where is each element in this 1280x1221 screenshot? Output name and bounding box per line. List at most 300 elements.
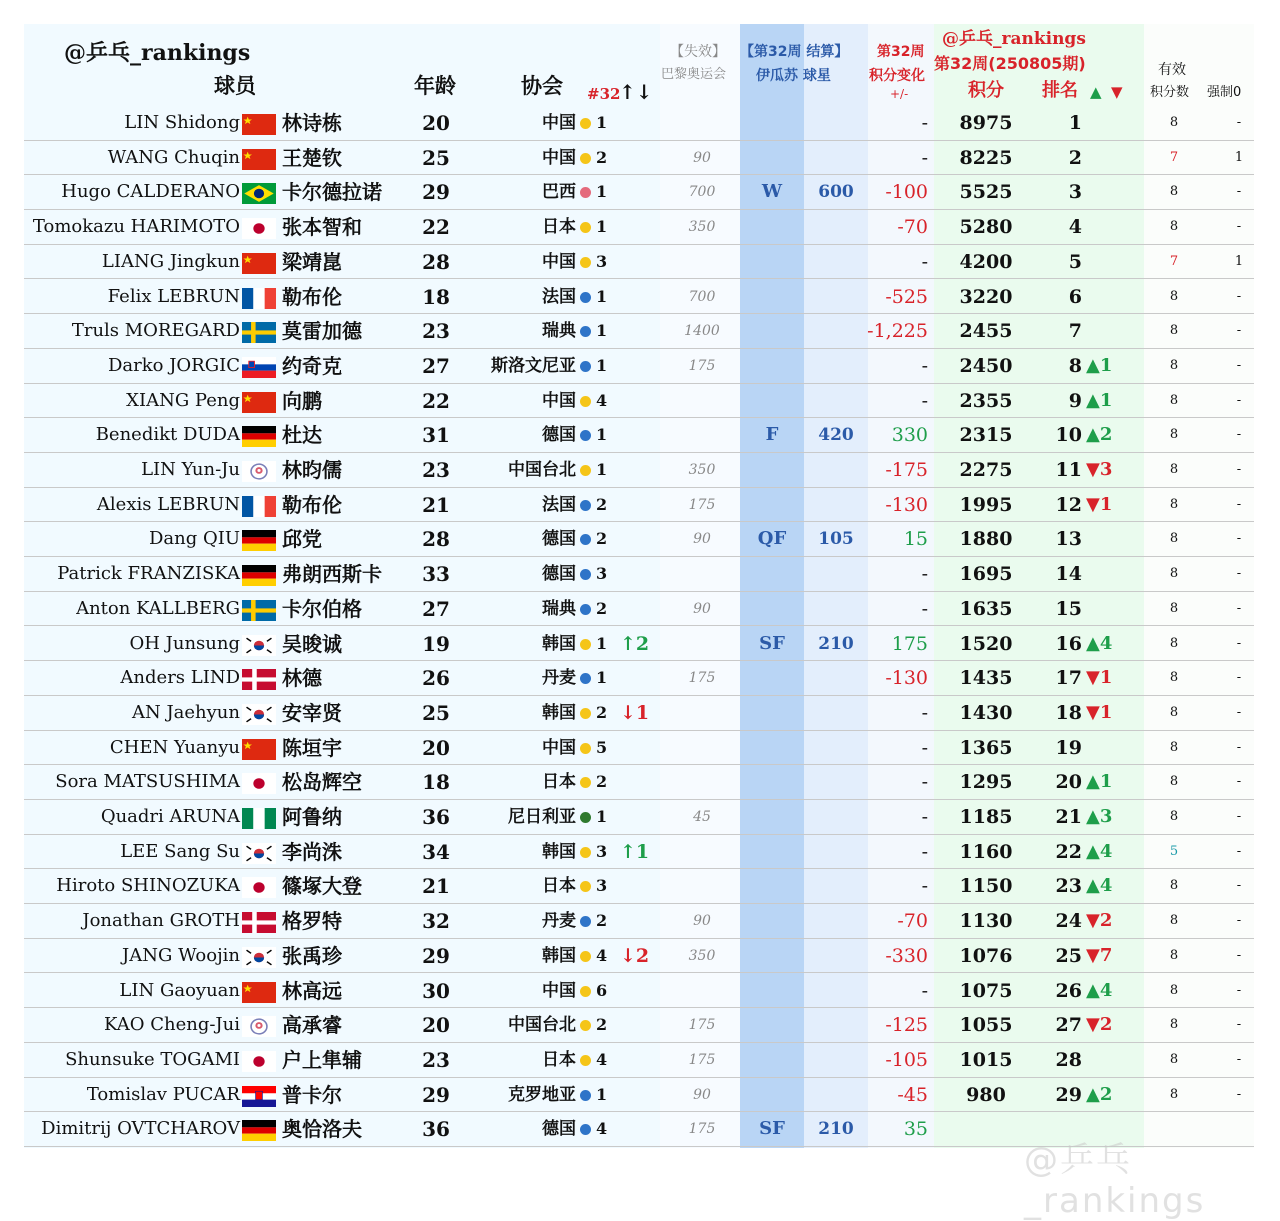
week-points bbox=[804, 835, 868, 869]
player-association: 德国 bbox=[542, 425, 576, 446]
player-chinese-name: 林高远 bbox=[282, 978, 342, 1003]
association-dot-icon bbox=[580, 1090, 591, 1101]
table-row bbox=[24, 1043, 1254, 1078]
association-rank: 1 bbox=[596, 460, 608, 479]
table-row bbox=[24, 1008, 1254, 1043]
association-dot-icon bbox=[580, 222, 591, 233]
player-chinese-name: 约奇克 bbox=[282, 353, 342, 378]
points-change: 15 bbox=[903, 528, 928, 551]
player-english-name: Quadri ARUNA bbox=[100, 806, 240, 827]
world-rank: 13 bbox=[1055, 528, 1082, 551]
total-points: 2355 bbox=[959, 389, 1013, 412]
points-change: - bbox=[921, 840, 928, 863]
association-rank: 4 bbox=[596, 390, 608, 410]
world-rank: 7 bbox=[1068, 320, 1082, 343]
world-rank: 1 bbox=[1068, 112, 1082, 134]
player-english-name: KAO Cheng-Jui bbox=[104, 1014, 240, 1036]
association-dot-icon bbox=[580, 534, 591, 545]
association-dot-icon bbox=[580, 257, 591, 268]
denmark-flag-icon bbox=[242, 668, 276, 689]
paris-olympics-points: 350 bbox=[688, 462, 716, 478]
points-change: -45 bbox=[897, 1083, 928, 1106]
world-rank: 27 bbox=[1055, 1014, 1082, 1037]
player-age: 20 bbox=[422, 111, 450, 135]
player-association: 中国 bbox=[542, 737, 576, 758]
forced-zero: - bbox=[1236, 774, 1242, 790]
week-result bbox=[740, 280, 804, 314]
sweden-flag-icon bbox=[242, 599, 276, 620]
rank-move: ▼7 bbox=[1086, 944, 1113, 966]
world-rank: 8 bbox=[1068, 354, 1082, 377]
week-result: SF bbox=[759, 1118, 785, 1140]
player-age: 19 bbox=[422, 631, 450, 656]
player-association: 中国台北 bbox=[508, 460, 576, 480]
valid-points-count: 8 bbox=[1169, 1017, 1179, 1033]
association-rank: 1 bbox=[596, 633, 608, 653]
paris-olympics-points bbox=[660, 627, 744, 661]
week-result bbox=[740, 939, 804, 973]
player-association: 日本 bbox=[542, 1049, 576, 1070]
total-points: 980 bbox=[966, 1083, 1006, 1106]
china-flag-icon bbox=[242, 113, 276, 134]
world-rank: 12 bbox=[1055, 493, 1082, 516]
total-points: 1695 bbox=[959, 563, 1013, 586]
forced-zero: - bbox=[1236, 288, 1242, 304]
header-week-1: 【第32周 结算】 bbox=[740, 44, 849, 60]
points-change: - bbox=[921, 771, 928, 794]
week-points bbox=[804, 141, 868, 175]
week-points bbox=[804, 731, 868, 765]
player-english-name: LIN Gaoyuan bbox=[119, 979, 240, 1001]
week-result bbox=[740, 141, 804, 175]
week-points bbox=[804, 488, 868, 522]
china-flag-icon bbox=[242, 148, 276, 169]
week-points bbox=[804, 280, 868, 314]
brazil-flag-icon bbox=[242, 182, 276, 203]
valid-points-count: 8 bbox=[1169, 427, 1179, 443]
header-forced-zero: 强制0 bbox=[1207, 85, 1242, 100]
paris-olympics-points: 700 bbox=[688, 184, 716, 201]
total-points: 1635 bbox=[959, 597, 1013, 620]
rank-move: ▲1 bbox=[1086, 354, 1113, 376]
forced-zero: - bbox=[1236, 739, 1242, 755]
points-change: 330 bbox=[891, 424, 928, 447]
player-chinese-name: 林德 bbox=[282, 666, 322, 691]
player-chinese-name: 吴晙诚 bbox=[282, 631, 342, 656]
rank-move: ▲2 bbox=[1086, 1083, 1113, 1105]
china-flag-icon bbox=[242, 252, 276, 273]
association-dot-icon bbox=[580, 1020, 591, 1031]
association-dot-icon bbox=[580, 187, 591, 198]
points-change: -105 bbox=[885, 1048, 928, 1071]
japan-flag-icon bbox=[242, 217, 276, 238]
week-points bbox=[804, 210, 868, 244]
germany-flag-icon bbox=[242, 529, 276, 550]
player-chinese-name: 格罗特 bbox=[282, 909, 342, 934]
week-result bbox=[740, 1078, 804, 1112]
player-chinese-name: 户上隼辅 bbox=[282, 1047, 362, 1072]
week-points bbox=[804, 557, 868, 591]
week-result bbox=[740, 800, 804, 834]
association-rank: 2 bbox=[596, 772, 608, 792]
paris-olympics-points: 175 bbox=[688, 496, 716, 513]
association-dot-icon bbox=[580, 292, 591, 303]
rank-move: ▲4 bbox=[1086, 840, 1113, 862]
total-points: 1150 bbox=[959, 875, 1013, 898]
association-rank: 5 bbox=[596, 737, 608, 757]
association-dot-icon bbox=[580, 1055, 591, 1066]
valid-points-count: 8 bbox=[1169, 531, 1179, 547]
rank-move: ▼2 bbox=[1086, 1014, 1113, 1036]
association-rank: 4 bbox=[596, 945, 608, 965]
world-rank: 5 bbox=[1068, 250, 1082, 273]
week-result bbox=[740, 974, 804, 1008]
player-english-name: XIANG Peng bbox=[126, 389, 240, 411]
player-age: 23 bbox=[422, 1047, 450, 1072]
forced-zero: - bbox=[1236, 809, 1242, 824]
total-points: 3220 bbox=[959, 285, 1013, 308]
watermark-text: @乒乓_rankings bbox=[1024, 1140, 1206, 1221]
total-points: 1295 bbox=[959, 771, 1013, 794]
player-age: 29 bbox=[422, 943, 450, 968]
header-change-2: 积分变化 bbox=[869, 68, 925, 84]
valid-points-count: 8 bbox=[1169, 288, 1179, 304]
korea-flag-icon bbox=[242, 703, 276, 724]
paris-olympics-points: 45 bbox=[693, 809, 711, 825]
association-rank: 3 bbox=[596, 251, 608, 271]
player-association: 韩国 bbox=[542, 633, 576, 654]
header-paris-1: 【失效】 bbox=[670, 44, 726, 60]
week-result bbox=[740, 835, 804, 869]
valid-points-count: 8 bbox=[1169, 1086, 1179, 1102]
forced-zero: - bbox=[1236, 670, 1242, 686]
table-row bbox=[24, 280, 1254, 315]
paris-olympics-points: 175 bbox=[688, 1121, 716, 1138]
association-rank-move: ↓2 bbox=[620, 944, 650, 967]
week-result bbox=[740, 106, 804, 140]
world-rank: 16 bbox=[1055, 632, 1082, 655]
player-age: 21 bbox=[422, 492, 450, 517]
points-change: - bbox=[921, 701, 928, 724]
table-row bbox=[24, 245, 1254, 280]
table-row bbox=[24, 835, 1254, 870]
points-change: -130 bbox=[885, 493, 928, 516]
world-rank: 29 bbox=[1055, 1083, 1082, 1106]
player-english-name: Alexis LEBRUN bbox=[96, 493, 240, 515]
paris-olympics-points bbox=[660, 869, 744, 903]
player-english-name: Shunsuke TOGAMI bbox=[65, 1048, 240, 1070]
rankings-sheet bbox=[24, 24, 1254, 1221]
paris-olympics-points: 90 bbox=[693, 600, 711, 617]
player-age: 22 bbox=[422, 215, 450, 240]
association-dot-icon bbox=[580, 673, 591, 684]
player-chinese-name: 张本智和 bbox=[282, 215, 362, 240]
paris-olympics-points: 90 bbox=[693, 149, 711, 166]
total-points: 1365 bbox=[959, 736, 1013, 759]
player-association: 克罗地亚 bbox=[508, 1084, 576, 1105]
table-row bbox=[24, 1078, 1254, 1113]
player-age: 18 bbox=[422, 770, 450, 795]
table-row bbox=[24, 904, 1254, 939]
header-down-symbol: ▼ bbox=[1111, 83, 1123, 101]
total-points: 1520 bbox=[959, 632, 1013, 655]
total-points: 1055 bbox=[959, 1014, 1013, 1037]
association-dot-icon bbox=[580, 569, 591, 580]
player-age: 27 bbox=[422, 596, 450, 621]
player-association: 德国 bbox=[542, 564, 576, 585]
rank-move: ▲1 bbox=[1086, 389, 1113, 411]
association-dot-icon bbox=[580, 951, 591, 962]
association-rank: 3 bbox=[596, 564, 608, 584]
player-age: 33 bbox=[422, 562, 450, 587]
points-change: - bbox=[921, 112, 928, 134]
player-age: 25 bbox=[422, 700, 450, 725]
week-points bbox=[804, 974, 868, 1008]
forced-zero: - bbox=[1236, 635, 1242, 651]
association-dot-icon bbox=[580, 847, 591, 858]
player-chinese-name: 勒布伦 bbox=[282, 284, 342, 309]
player-chinese-name: 阿鲁纳 bbox=[282, 805, 342, 829]
header-up-symbol: ▲ bbox=[1090, 83, 1102, 101]
world-rank: 9 bbox=[1068, 389, 1082, 412]
points-change: - bbox=[921, 806, 928, 828]
player-english-name: Hugo CALDERANO bbox=[61, 181, 240, 203]
header-assoc-rank: #32 bbox=[587, 85, 621, 103]
week-result bbox=[740, 210, 804, 244]
germany-flag-icon bbox=[242, 425, 276, 446]
points-change: - bbox=[921, 354, 928, 377]
valid-points-count: 8 bbox=[1169, 184, 1179, 200]
paris-olympics-points: 175 bbox=[688, 670, 716, 687]
points-change: - bbox=[921, 736, 928, 759]
week-points bbox=[804, 800, 868, 834]
header-week-2: 伊瓜苏 球星 bbox=[756, 68, 831, 84]
paris-olympics-points bbox=[660, 835, 744, 869]
association-rank: 1 bbox=[596, 321, 608, 341]
player-english-name: Anders LIND bbox=[120, 667, 240, 689]
association-dot-icon bbox=[580, 639, 591, 650]
player-age: 18 bbox=[422, 284, 450, 309]
table-row bbox=[24, 453, 1254, 488]
player-chinese-name: 高承睿 bbox=[282, 1013, 342, 1038]
association-rank: 2 bbox=[596, 147, 608, 167]
forced-zero: - bbox=[1236, 878, 1242, 894]
week-result bbox=[740, 384, 804, 418]
valid-points-count: 8 bbox=[1169, 739, 1179, 755]
points-change: -525 bbox=[885, 285, 928, 308]
player-age: 29 bbox=[422, 1082, 450, 1107]
total-points bbox=[936, 1112, 1036, 1146]
forced-zero: - bbox=[1236, 323, 1242, 339]
player-age: 23 bbox=[422, 458, 450, 482]
korea-flag-icon bbox=[242, 946, 276, 967]
tpe-flag-icon bbox=[242, 460, 276, 481]
week-points bbox=[804, 245, 868, 279]
croatia-flag-icon bbox=[242, 1085, 276, 1106]
week-result: SF bbox=[759, 632, 785, 654]
week-points: 210 bbox=[818, 1119, 854, 1140]
week-points bbox=[804, 349, 868, 383]
week-points bbox=[804, 1008, 868, 1042]
paris-olympics-points: 90 bbox=[693, 531, 711, 548]
header-ranking-week: 第32周(250805期) bbox=[934, 54, 1086, 73]
paris-olympics-points: 700 bbox=[688, 288, 716, 305]
paris-olympics-points: 350 bbox=[688, 219, 716, 236]
association-dot-icon bbox=[580, 326, 591, 337]
valid-points-count: 8 bbox=[1169, 219, 1179, 235]
table-row bbox=[24, 592, 1254, 627]
world-rank: 26 bbox=[1055, 979, 1082, 1002]
world-rank: 22 bbox=[1055, 840, 1082, 863]
week-points bbox=[804, 106, 868, 140]
valid-points-count: 8 bbox=[1169, 1051, 1179, 1067]
week-result bbox=[740, 869, 804, 903]
total-points: 1075 bbox=[959, 979, 1013, 1002]
week-result bbox=[740, 557, 804, 591]
france-flag-icon bbox=[242, 495, 276, 516]
forced-zero: - bbox=[1236, 357, 1242, 373]
association-dot-icon bbox=[580, 361, 591, 372]
player-association: 尼日利亚 bbox=[508, 807, 576, 827]
total-points: 1185 bbox=[959, 806, 1013, 828]
world-rank: 14 bbox=[1055, 563, 1082, 586]
association-dot-icon bbox=[580, 500, 591, 511]
world-rank: 10 bbox=[1055, 424, 1082, 447]
player-english-name: JANG Woojin bbox=[122, 944, 240, 966]
valid-points-count: 8 bbox=[1169, 670, 1179, 686]
association-rank: 1 bbox=[596, 355, 608, 375]
week-result bbox=[740, 314, 804, 348]
paris-olympics-points: 175 bbox=[688, 1017, 716, 1034]
rank-move: ▼1 bbox=[1086, 667, 1113, 689]
week-points bbox=[804, 453, 868, 487]
valid-points-count: 8 bbox=[1169, 600, 1179, 616]
valid-points-count: 8 bbox=[1169, 357, 1179, 373]
player-association: 中国 bbox=[542, 390, 576, 411]
total-points: 1430 bbox=[959, 701, 1013, 724]
week-result bbox=[740, 488, 804, 522]
player-english-name: Patrick FRANZISKA bbox=[57, 563, 240, 585]
valid-points-count: 8 bbox=[1169, 913, 1179, 929]
association-dot-icon bbox=[580, 396, 591, 407]
valid-points-count: 8 bbox=[1169, 115, 1179, 130]
paris-olympics-points: 175 bbox=[688, 1051, 716, 1068]
association-rank: 1 bbox=[596, 113, 608, 132]
china-flag-icon bbox=[242, 391, 276, 412]
player-english-name: LIN Yun-Ju bbox=[141, 459, 240, 480]
paris-olympics-points bbox=[660, 974, 744, 1008]
player-chinese-name: 邱党 bbox=[282, 527, 322, 552]
player-english-name: Tomislav PUCAR bbox=[86, 1083, 240, 1105]
player-chinese-name: 莫雷加德 bbox=[282, 319, 362, 344]
player-age: 20 bbox=[422, 1013, 450, 1038]
forced-zero: - bbox=[1236, 184, 1242, 200]
association-dot-icon bbox=[580, 812, 591, 823]
total-points: 2455 bbox=[959, 320, 1013, 343]
player-age: 22 bbox=[422, 388, 450, 413]
association-rank-move: ↑1 bbox=[620, 840, 650, 863]
points-change: -125 bbox=[885, 1014, 928, 1037]
week-result bbox=[740, 453, 804, 487]
week-points bbox=[804, 1078, 868, 1112]
week-points bbox=[804, 939, 868, 973]
points-change: -130 bbox=[885, 667, 928, 690]
week-result bbox=[740, 661, 804, 695]
header-valid-2: 积分数 bbox=[1150, 85, 1190, 100]
association-rank: 1 bbox=[596, 1084, 608, 1104]
player-english-name: LEE Sang Su bbox=[120, 840, 240, 862]
association-dot-icon bbox=[580, 743, 591, 754]
player-english-name: Tomokazu HARIMOTO bbox=[32, 216, 240, 238]
player-age: 25 bbox=[422, 145, 450, 170]
player-association: 日本 bbox=[542, 217, 576, 238]
world-rank: 24 bbox=[1055, 910, 1082, 933]
association-rank-move: ↑2 bbox=[620, 632, 650, 655]
valid-points-count: 8 bbox=[1169, 704, 1179, 720]
week-points bbox=[804, 696, 868, 730]
player-english-name: Dang QIU bbox=[148, 528, 240, 550]
world-rank: 4 bbox=[1068, 216, 1082, 239]
header-change-3: +/- bbox=[890, 87, 909, 101]
forced-zero: - bbox=[1236, 1017, 1242, 1033]
player-association: 巴西 bbox=[542, 182, 576, 203]
total-points: 4200 bbox=[959, 250, 1013, 273]
paris-olympics-points: 90 bbox=[693, 1086, 711, 1103]
france-flag-icon bbox=[242, 287, 276, 308]
points-change: - bbox=[921, 875, 928, 898]
player-association: 中国 bbox=[542, 147, 576, 168]
week-result bbox=[740, 592, 804, 626]
points-change: -100 bbox=[885, 181, 928, 204]
valid-points-count: 8 bbox=[1169, 982, 1179, 998]
player-english-name: OH Junsung bbox=[129, 632, 240, 654]
valid-points-count: 8 bbox=[1169, 496, 1179, 512]
player-chinese-name: 梁靖崑 bbox=[282, 249, 342, 274]
association-rank: 4 bbox=[596, 1049, 608, 1069]
association-rank: 1 bbox=[596, 182, 608, 202]
player-english-name: Darko JORGIC bbox=[107, 354, 240, 376]
valid-points-count: 8 bbox=[1169, 462, 1179, 477]
paris-olympics-points bbox=[660, 731, 744, 765]
rank-move: ▲2 bbox=[1086, 424, 1113, 446]
valid-points-count: 5 bbox=[1169, 843, 1179, 859]
points-change: 35 bbox=[903, 1118, 928, 1141]
world-rank: 18 bbox=[1055, 701, 1082, 724]
player-chinese-name: 卡尔伯格 bbox=[282, 596, 362, 621]
japan-flag-icon bbox=[242, 1050, 276, 1071]
table-row bbox=[24, 627, 1254, 662]
valid-points-count: 8 bbox=[1169, 947, 1179, 963]
paris-olympics-points bbox=[660, 245, 744, 279]
forced-zero: 1 bbox=[1234, 253, 1244, 269]
association-dot-icon bbox=[580, 708, 591, 719]
world-rank: 3 bbox=[1068, 181, 1082, 204]
world-rank: 11 bbox=[1055, 459, 1082, 481]
paris-olympics-points bbox=[660, 765, 744, 799]
korea-flag-icon bbox=[242, 842, 276, 863]
korea-flag-icon bbox=[242, 634, 276, 655]
week-result bbox=[740, 1008, 804, 1042]
player-association: 韩国 bbox=[542, 841, 576, 862]
world-rank: 2 bbox=[1068, 146, 1082, 169]
player-chinese-name: 向鹏 bbox=[282, 388, 322, 413]
player-association: 韩国 bbox=[542, 945, 576, 966]
forced-zero: - bbox=[1236, 1051, 1242, 1067]
player-association: 日本 bbox=[542, 772, 576, 793]
association-rank: 2 bbox=[596, 702, 608, 722]
association-dot-icon bbox=[580, 916, 591, 927]
points-change: - bbox=[921, 597, 928, 620]
